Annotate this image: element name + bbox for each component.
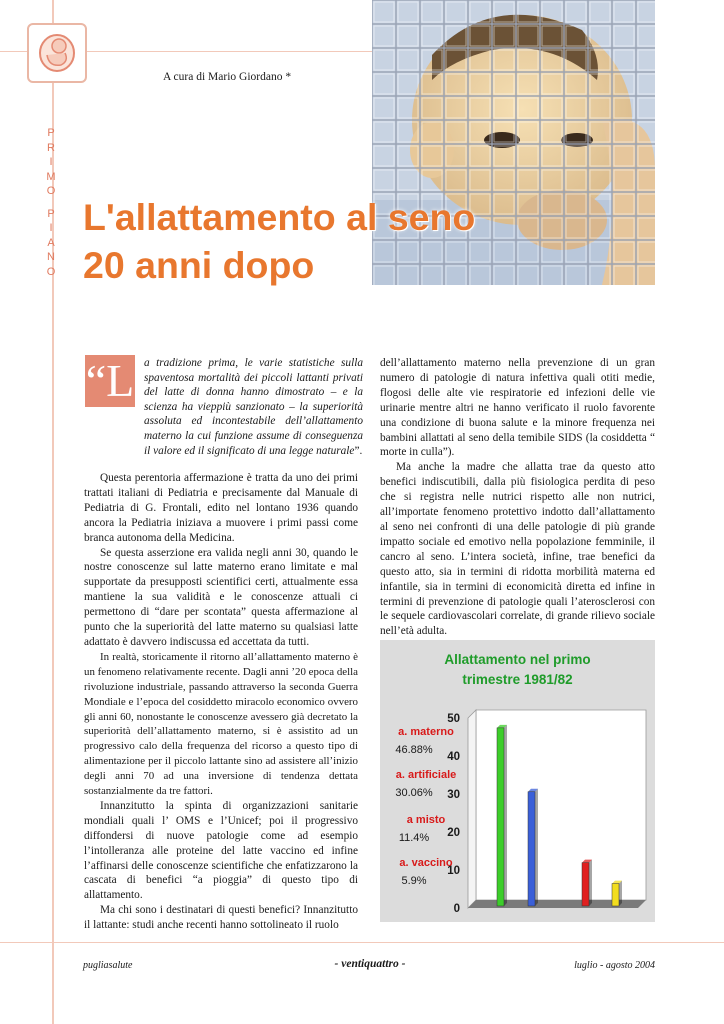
chart-side-wall (468, 710, 476, 908)
paragraph: Ma anche la madre che allatta trae da questo atto benefici indiscutibili, dalla più fisiologica perdita di peso che si registra nelle nutrici rispetto alle non nutrici, all’importate fenomeno protettivo indotto dall’allattamento al seno nei confronti di una delle patologie di più grande impatto sociale ed emotivo nella popolazione femminile, il cancro al seno. L’intera società, infine, trae benefici da questo atto, sia in termini di ridotta morbilità materna ed infantile, sia in termini di economicità diretta ed infine in termini di prevenzione di patologie quali l’aterosclerosi con le sequele cardiovascolari correlate, di grande rilievo sociale nell’età adulta. (380, 461, 655, 638)
bar (528, 792, 535, 906)
bar (612, 884, 619, 906)
right-column (380, 356, 655, 639)
y-tick-label: 30 (447, 789, 460, 801)
section-label-letter: R (47, 141, 55, 154)
legend-category: a. vaccino (399, 857, 453, 869)
paragraph: In realtà, storicamente il ritorno all’allattamento materno è un fenomeno relativamente recente. Dagli anni ’20 epoca della rivoluzione industriale, passando attraverso la seconda Guerra Mondiale e l’epoca del cosiddetto miracolo economico ovvero gli anni 60, nonostante le conoscenze avessero già decretato la superiorità dell’allattamento materno, si è assistito ad un progressivo calo della frequenza del ricorso a questo tipo di alimentazione per il piccolo lattante sino ad assistere all’inizio degli anni 70 ad una inversione di tendenza dettata sostanzialmente da tre fattori. (84, 650, 358, 798)
legend-category: a misto (406, 814, 446, 826)
y-tick-label: 50 (447, 713, 460, 725)
title-line-1: L'allattamento al seno (83, 196, 476, 238)
footer-magazine: pugliasalute (83, 960, 133, 971)
bar-side (619, 881, 622, 906)
section-label-letter: O (46, 265, 56, 278)
fetus-icon (35, 31, 79, 75)
legend-value: 5.9% (401, 875, 427, 887)
section-label-letter: N (47, 251, 55, 263)
legend-value: 30.06% (395, 787, 433, 799)
section-label (44, 128, 58, 281)
paragraph: Questa perentoria affermazione è tratta da uno dei primi trattati italiani di Pediatria e precisamente dal Manuale di Pediatria di G. Frontali, edito nel lontano 1936 quando ancora la Pediatria iniziava a muovere i primi passi come branca autonoma della Medicina. (84, 472, 358, 544)
section-label-letter: P (47, 207, 55, 220)
footer-date: luglio - agosto 2004 (574, 960, 655, 971)
lead-paragraph (144, 356, 363, 458)
y-tick-label: 10 (447, 865, 460, 877)
legend-value: 46.88% (395, 744, 433, 756)
section-label-letter: O (46, 185, 56, 197)
chart-title-line-2: trimestre 1981/82 (462, 672, 573, 687)
lead-text: a tradizione prima, le varie statistiche sulla spaventosa mortalità dei piccoli lattanti privati del latte di donna hanno dimostrato – e la scienza ha vieppiù sanzionato – la superiorità assoluta ed incontestabile dell’allattamento materno la cui funzione assume di conseguenza il valore ed il significato di una legge naturale (144, 357, 363, 457)
legend-category: a. artificiale (395, 769, 457, 781)
paragraph: Innanzitutto la spinta di organizzazioni sanitarie mondiali quali l’ OMS e l’Unicef; poi il progressivo diffondersi di nuove patologie come ad esempio l’intolleranza alle proteine del latte vaccino ed infine l’affinarsi delle conoscenze scientifiche che enfatizzarono la cascata di benefici “a pioggia” di questo tipo di allattamento. (84, 799, 358, 902)
y-tick-label: 0 (453, 903, 460, 915)
chart-title-line-1: Allattamento nel primo (444, 652, 591, 667)
left-column (84, 471, 358, 933)
bar-chart (380, 640, 655, 922)
legend-category: a. materno (398, 726, 454, 738)
section-label-letter: M (46, 170, 56, 183)
footer-page-number: - ventiquattro - (334, 958, 406, 970)
y-tick-label: 40 (447, 751, 460, 763)
title-line-2: 20 anni dopo (83, 244, 315, 286)
section-label-letter: I (49, 156, 53, 168)
paragraph: Se questa asserzione era valida negli anni 30, quando le nostre conoscenze sul latte materno erano limitate e mal supportate da presupposti scientifici certi, attualmente essa mantiene la sua validità e le conoscenze attuali ci permettono di “dare per scontata” questa affermazione al punto che la superiorità del latte materno su qualsiasi latte adattato è davvero indiscussa ed accettata da tutti. (84, 546, 358, 648)
author-line: A cura di Mario Giordano * (163, 71, 292, 83)
paragraph: Ma chi sono i destinatari di questi benefici? Innanzitutto il lattante: studi anche recenti hanno sottolineato il ruolo (84, 904, 358, 932)
article-title (83, 193, 603, 289)
bar (497, 728, 504, 906)
drop-cap: “L (85, 355, 135, 406)
bar (582, 863, 589, 906)
lead-end: ”. (354, 444, 363, 457)
section-label-letter: P (47, 127, 55, 139)
bottom-rule (0, 942, 724, 943)
bar-side (535, 789, 538, 906)
section-label-letter: A (47, 236, 55, 249)
paragraph: dell’allattamento materno nella prevenzione di un gran numero di patologie di natura infettiva quali otiti medie, flogosi delle alte vie respiratorie ed infezioni delle vie urinarie mentre altri ne hanno verificato il ruolo favorente una condizione di buona salute e la minore frequenza nei bambini allattati al seno della temibile SIDS (la cosiddetta “ morte in culla”). (380, 357, 655, 459)
magazine-logo (27, 23, 87, 83)
legend-value: 11.4% (398, 832, 430, 844)
bar-side (589, 860, 592, 906)
bar-side (504, 725, 507, 906)
y-tick-label: 20 (447, 827, 460, 839)
section-label-letter: I (49, 222, 53, 234)
chart-plot (380, 640, 655, 922)
